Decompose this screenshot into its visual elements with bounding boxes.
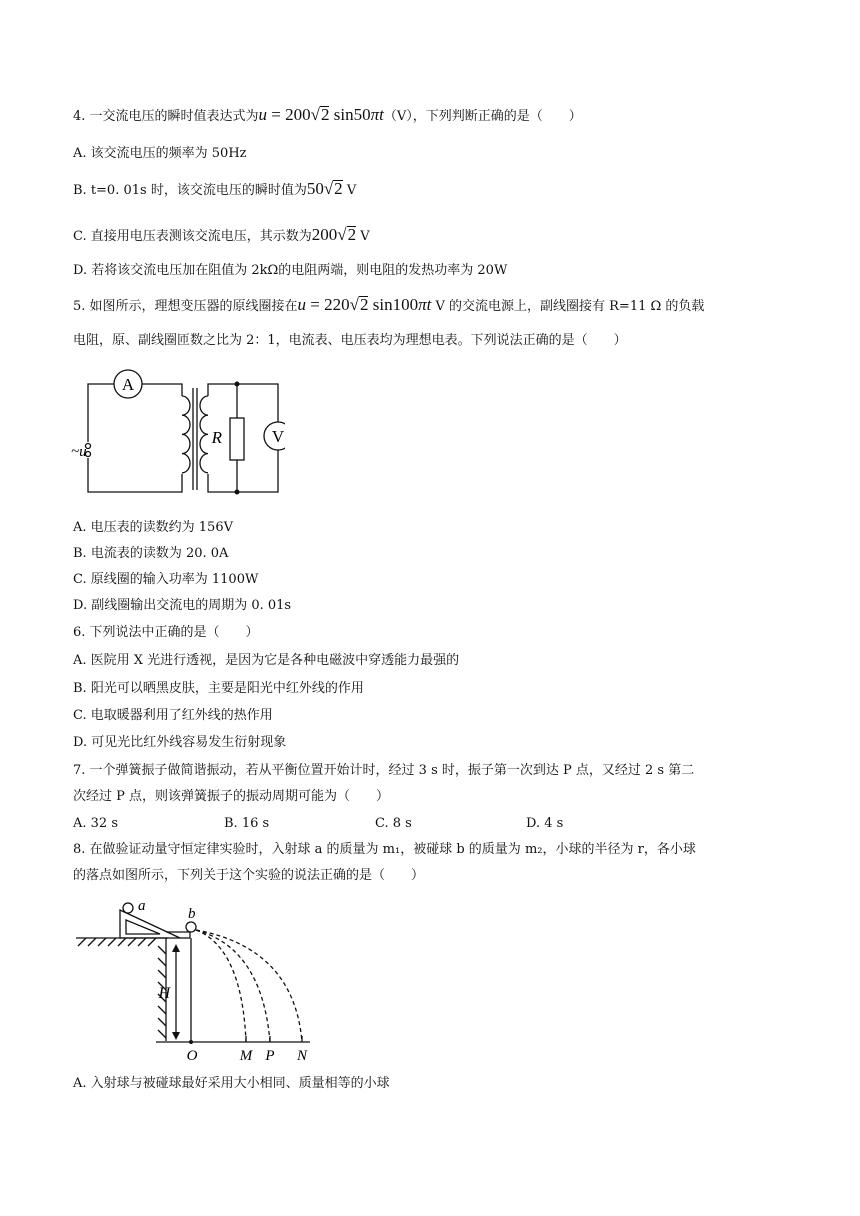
q7-stem: 7. 一个弹簧振子做简谐振动，若从平衡位置开始计时，经过 3 s 时，振子第一次到达 P 点，又经过 2 s 第二 <box>73 763 695 778</box>
ball-a <box>123 903 133 913</box>
voltmeter-label: V <box>271 427 285 446</box>
q8-option-a: A. 入射球与被碰球最好采用大小相同、质量相等的小球 <box>73 1076 390 1091</box>
q4-formula: u = 200√2 sin50πt <box>258 105 384 124</box>
q4-option-d: D. 若将该交流电压加在阻值为 2kΩ的电阻两端，则电阻的发热功率为 20W <box>73 263 508 278</box>
q5-option-a: A. 电压表的读数约为 156V <box>73 520 233 535</box>
q5-stem: 5. 如图所示，理想变压器的原线圈接在u = 220√2 sin100πt V 的交流电源上，副线圈接有 R=11 Ω 的负载 <box>73 295 705 314</box>
ball-b <box>186 922 196 932</box>
q7-option-a: A. 32 s <box>73 816 118 831</box>
resistor-label: R <box>211 428 222 447</box>
q5-formula: u = 220√2 sin100πt <box>297 295 432 314</box>
q4-option-a: A. 该交流电压的频率为 50Hz <box>73 146 247 161</box>
origin-label: O <box>186 1048 198 1064</box>
q7-option-b: B. 16 s <box>224 816 270 831</box>
ball-b-label: b <box>188 906 196 922</box>
q5-option-d: D. 副线圈输出交流电的周期为 0. 01s <box>73 598 292 613</box>
q5-option-c: C. 原线圈的输入功率为 1100W <box>73 572 259 587</box>
ball-a-label: a <box>138 898 146 914</box>
q5-option-b: B. 电流表的读数为 20. 0A <box>73 546 229 561</box>
q6-option-d: D. 可见光比红外线容易发生衍射现象 <box>73 735 287 750</box>
resistor-R <box>230 418 244 460</box>
q7-stem-cont: 次经过 P 点，则该弹簧振子的振动周期可能为（ ） <box>73 789 390 804</box>
q7-option-d: D. 4 s <box>526 816 564 831</box>
q4-stem: 4. 一交流电压的瞬时值表达式为u = 200√2 sin50πt（V），下列判断正确的是（ ） <box>73 105 582 124</box>
q7-option-c: C. 8 s <box>375 816 412 831</box>
q6-option-b: B. 阳光可以晒黑皮肤，主要是阳光中红外线的作用 <box>73 681 364 696</box>
source-label: ~u <box>71 444 87 460</box>
q8-stem-cont: 的落点如图所示，下列关于这个实验的说法正确的是（ ） <box>73 868 425 883</box>
height-label: H <box>158 985 170 1002</box>
ammeter-label: A <box>121 375 135 394</box>
transformer-circuit-figure <box>70 366 285 498</box>
point-n-label: N <box>296 1048 308 1064</box>
point-m-label: M <box>239 1048 253 1064</box>
momentum-experiment-figure <box>70 896 320 1066</box>
q4-option-c: C. 直接用电压表测该交流电压，其示数为200√2 V <box>73 225 370 244</box>
q5-stem-cont: 电阻，原、副线圈匝数之比为 2：1，电流表、电压表均为理想电表。下列说法正确的是（ ） <box>73 333 627 348</box>
q6-stem: 6. 下列说法中正确的是（ ） <box>73 625 259 640</box>
q7-options <box>73 815 677 833</box>
q8-stem: 8. 在做验证动量守恒定律实验时，入射球 a 的质量为 m₁，被碰球 b 的质量为 m₂，小球的半径为 r，各小球 <box>73 842 696 857</box>
q4-option-b: B. t=0. 01s 时，该交流电压的瞬时值为50√2 V <box>73 179 357 198</box>
q6-option-c: C. 电取暖器利用了红外线的热作用 <box>73 708 273 723</box>
point-p-label: P <box>265 1048 275 1064</box>
q6-option-a: A. 医院用 X 光进行透视，是因为它是各种电磁波中穿透能力最强的 <box>73 653 460 668</box>
